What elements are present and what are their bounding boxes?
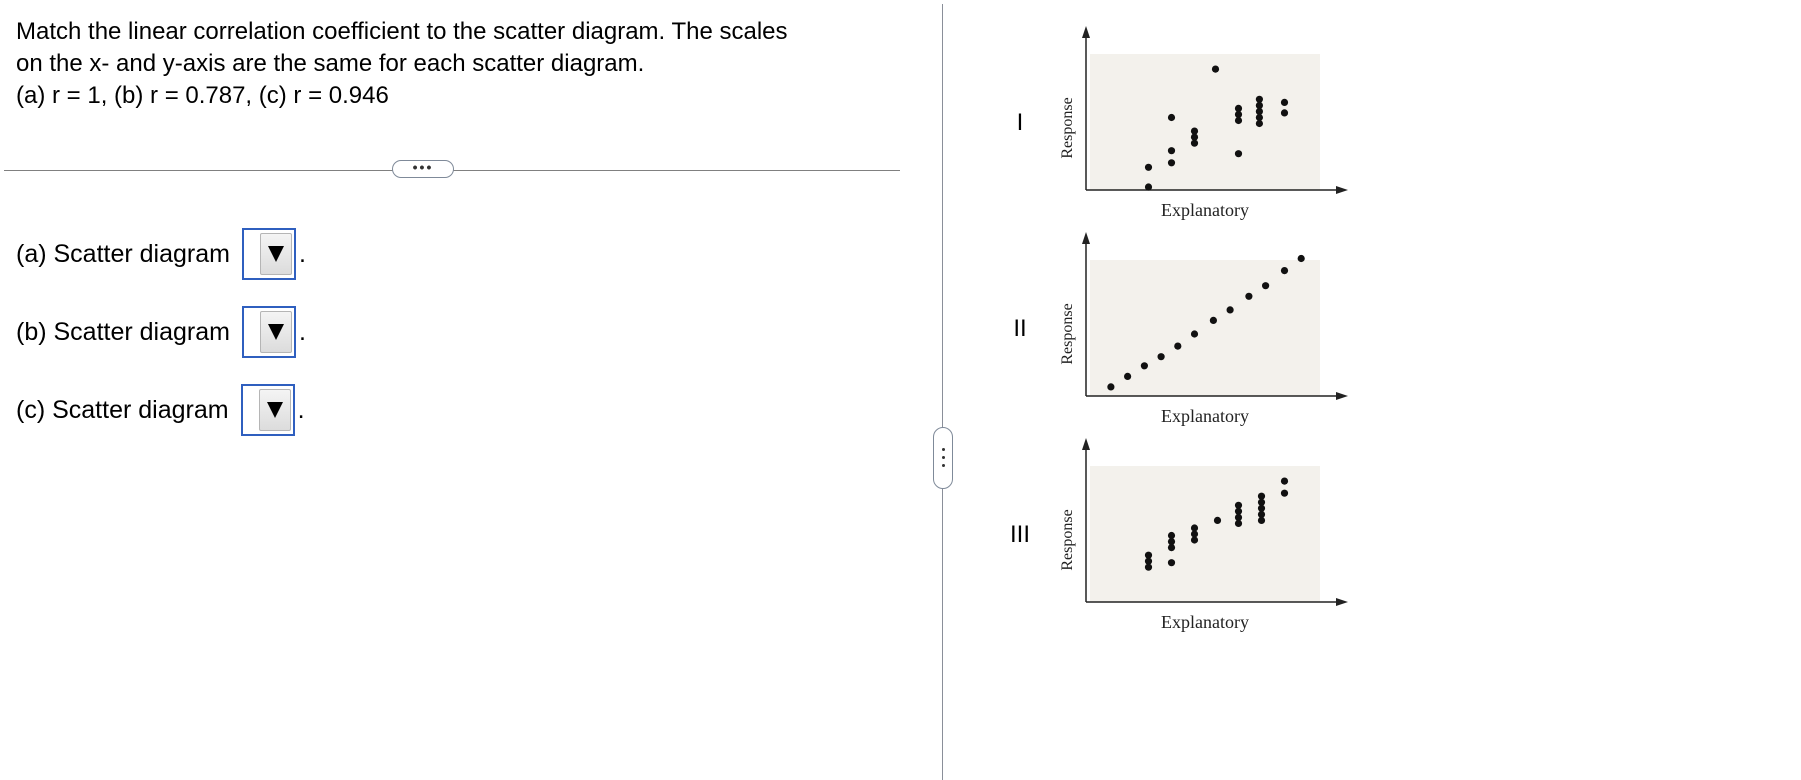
data-point <box>1235 150 1242 157</box>
diagram-numeral: III <box>1009 521 1031 548</box>
answer-label-b: (b) Scatter diagram <box>16 317 230 346</box>
scatter-diagrams <box>990 20 1390 640</box>
data-point <box>1191 524 1198 531</box>
y-axis-arrow <box>1082 438 1090 450</box>
dropdown-button[interactable] <box>260 233 292 275</box>
data-point <box>1281 267 1288 274</box>
data-point <box>1281 478 1288 485</box>
question-line-3: (a) r = 1, (b) r = 0.787, (c) r = 0.946 <box>16 82 389 109</box>
question-line-1: Match the linear correlation coefficient to the scatter diagram. The scales <box>16 18 788 45</box>
data-point <box>1191 330 1198 337</box>
data-point <box>1256 96 1263 103</box>
data-point <box>1168 532 1175 539</box>
data-point <box>1168 147 1175 154</box>
data-point <box>1281 109 1288 116</box>
x-axis-arrow <box>1336 598 1348 606</box>
data-point <box>1124 373 1131 380</box>
x-axis-label: Explanatory <box>1161 612 1249 632</box>
answer-label-a: (a) Scatter diagram <box>16 239 230 268</box>
data-point <box>1145 183 1152 190</box>
resize-handle[interactable] <box>933 427 953 489</box>
data-point <box>1168 159 1175 166</box>
data-point <box>1235 105 1242 112</box>
triangle-down-icon <box>268 246 284 262</box>
answer-row-a: (a) Scatter diagram . <box>16 228 306 280</box>
y-axis-label: Response <box>1059 97 1076 159</box>
answer-row-c: (c) Scatter diagram . <box>16 384 305 436</box>
scatter-diagram-2 <box>1013 232 1348 426</box>
plot-area <box>1090 466 1320 602</box>
scatter-diagram-3 <box>1010 438 1348 632</box>
triangle-down-icon <box>268 324 284 340</box>
expand-toggle-button[interactable]: ••• <box>392 160 454 178</box>
data-point <box>1262 282 1269 289</box>
data-point <box>1168 559 1175 566</box>
y-axis-arrow <box>1082 26 1090 38</box>
data-point <box>1168 114 1175 121</box>
data-point <box>1281 490 1288 497</box>
data-point <box>1245 293 1252 300</box>
dropdown-button[interactable] <box>259 389 291 431</box>
y-axis-arrow <box>1082 232 1090 244</box>
x-axis-arrow <box>1336 186 1348 194</box>
answer-dropdown-a[interactable] <box>242 228 296 280</box>
data-point <box>1107 383 1114 390</box>
diagram-numeral: I <box>1016 109 1024 136</box>
diagram-numeral: II <box>1013 315 1027 342</box>
answer-dropdown-c[interactable] <box>241 384 295 436</box>
triangle-down-icon <box>267 402 283 418</box>
y-axis-label: Response <box>1059 509 1076 571</box>
dropdown-button[interactable] <box>260 311 292 353</box>
y-axis-label: Response <box>1059 303 1076 365</box>
vertical-divider <box>942 4 943 780</box>
data-point <box>1145 164 1152 171</box>
data-point <box>1210 317 1217 324</box>
question-line-2: on the x- and y-axis are the same for each scatter diagram. <box>16 50 645 77</box>
data-point <box>1145 552 1152 559</box>
x-axis-label: Explanatory <box>1161 200 1249 220</box>
plot-area <box>1090 54 1320 190</box>
data-point <box>1158 353 1165 360</box>
data-point <box>1235 502 1242 509</box>
x-axis-label: Explanatory <box>1161 406 1249 426</box>
answer-dropdown-b[interactable] <box>242 306 296 358</box>
answer-label-c: (c) Scatter diagram <box>16 395 229 424</box>
data-point <box>1174 343 1181 350</box>
data-point <box>1227 306 1234 313</box>
x-axis-arrow <box>1336 392 1348 400</box>
data-point <box>1212 66 1219 73</box>
scatter-diagram-1 <box>1017 26 1348 220</box>
data-point <box>1281 99 1288 106</box>
data-point <box>1214 517 1221 524</box>
data-point <box>1298 255 1305 262</box>
answer-row-b: (b) Scatter diagram . <box>16 306 306 358</box>
data-point <box>1191 128 1198 135</box>
data-point <box>1141 362 1148 369</box>
question-text <box>16 16 876 112</box>
data-point <box>1258 493 1265 500</box>
